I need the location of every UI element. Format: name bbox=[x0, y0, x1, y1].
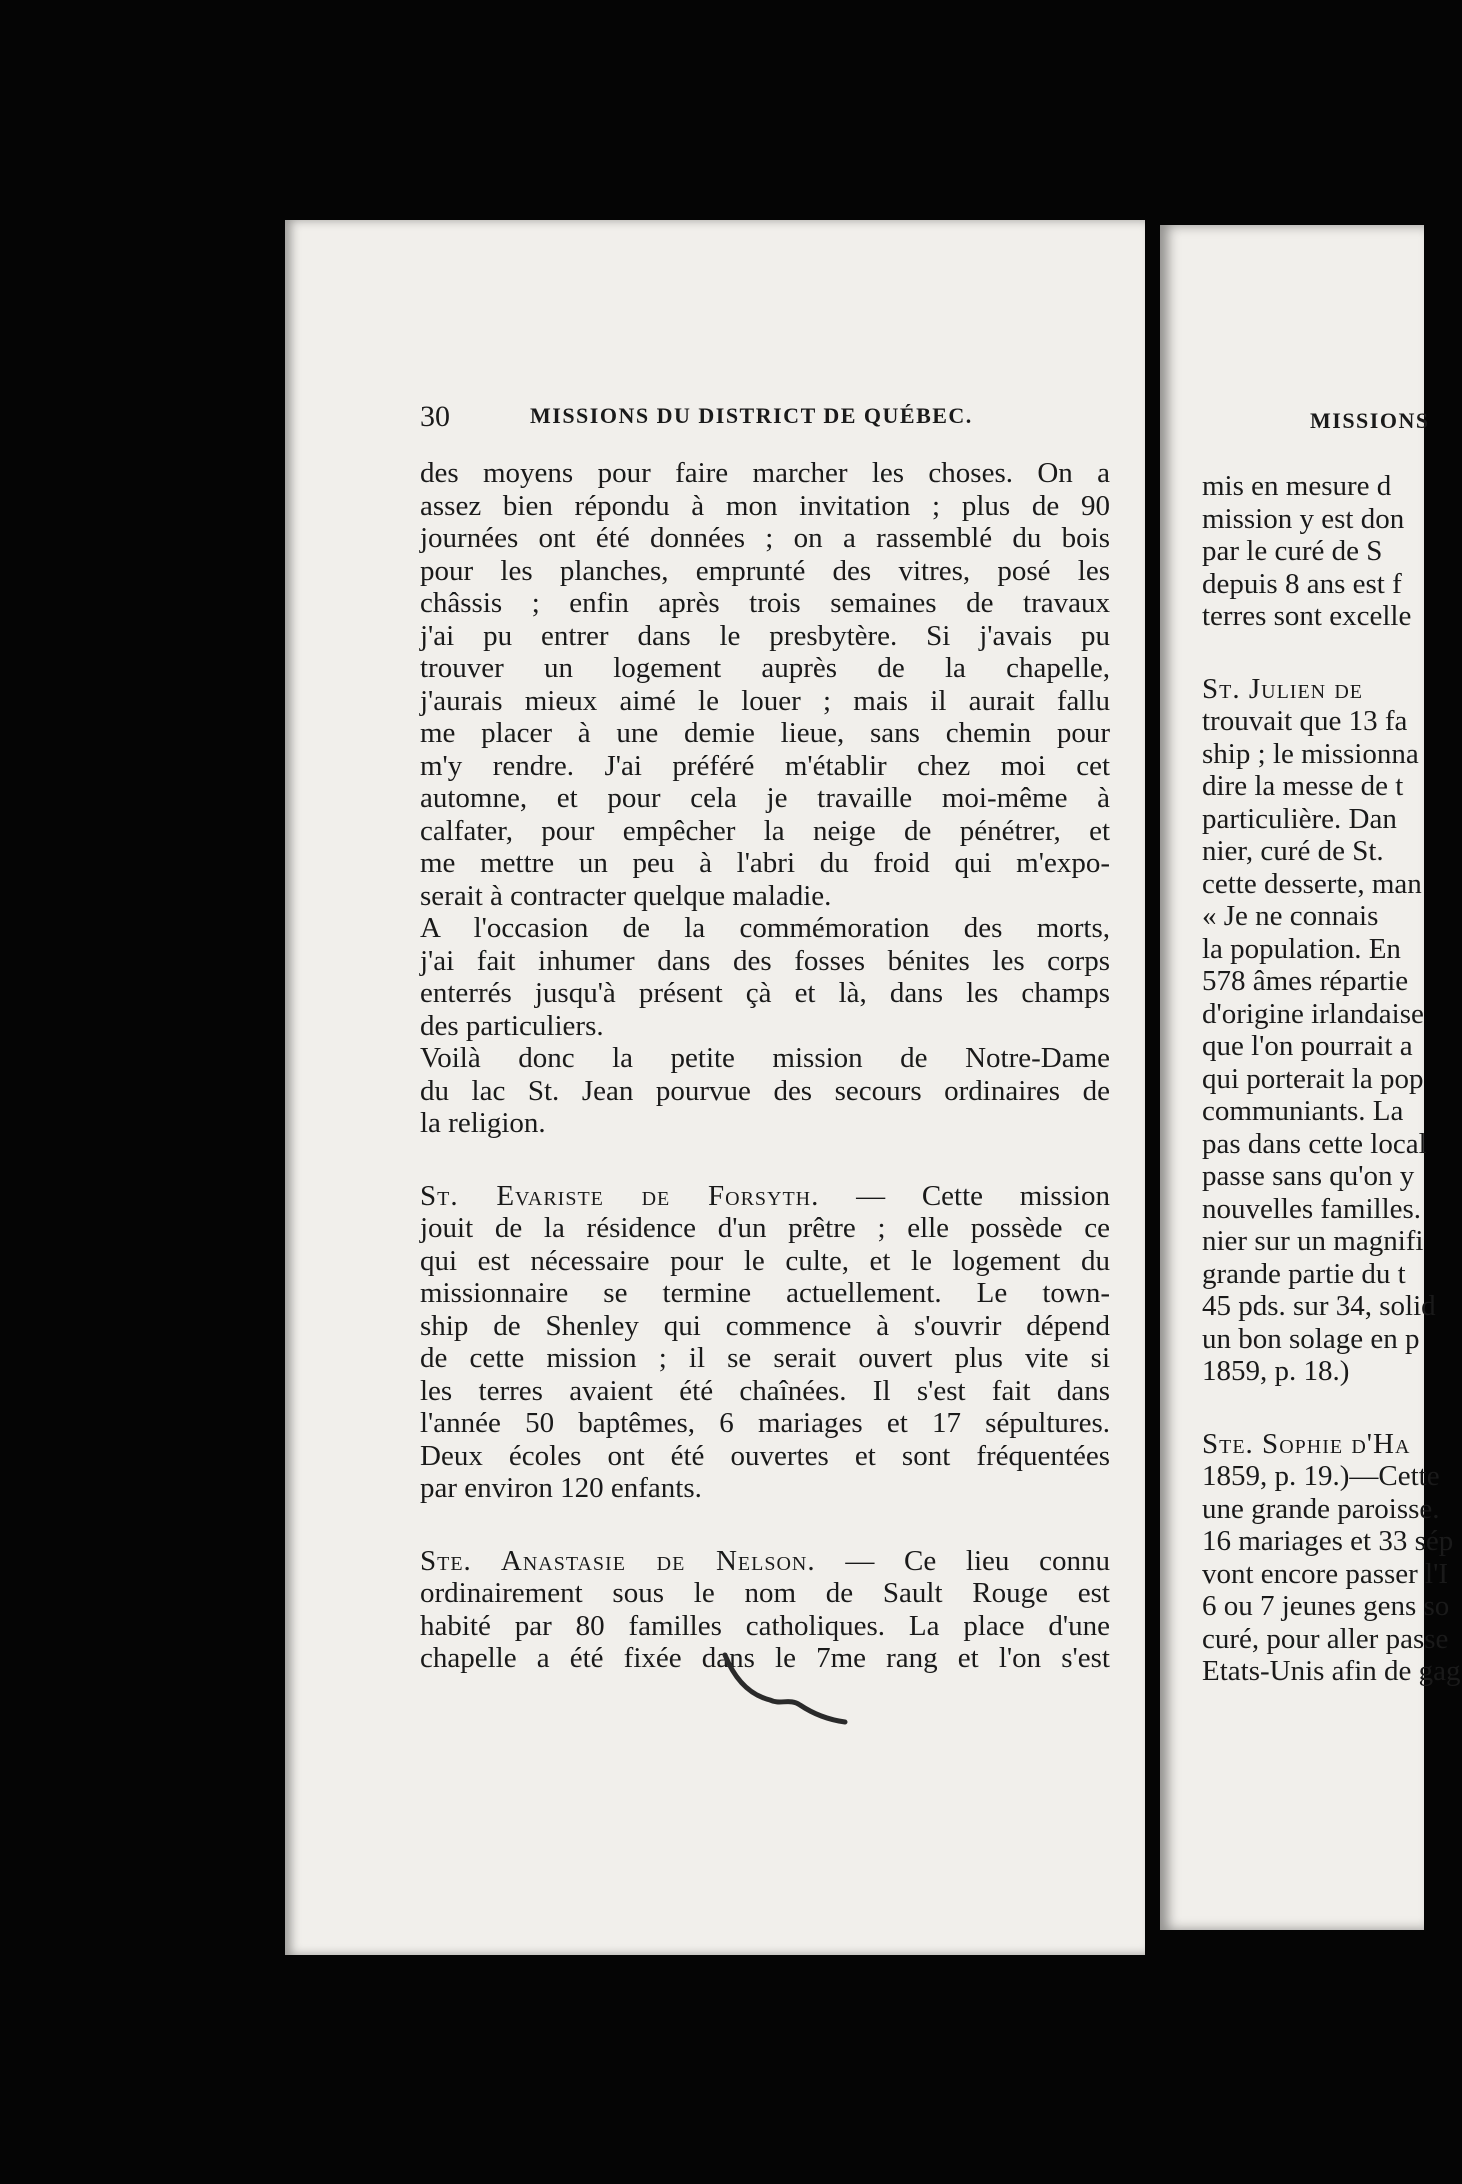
text-line: grande partie du t bbox=[1202, 1257, 1406, 1290]
section-heading: St. Julien de bbox=[1202, 672, 1364, 705]
text-line: serait à contracter quelque maladie. bbox=[420, 879, 832, 912]
text-line bbox=[420, 1180, 1110, 1213]
text-line: trouvait que 13 fa bbox=[1202, 705, 1408, 737]
text-line: depuis 8 ans est f bbox=[1202, 567, 1402, 600]
text-line bbox=[1202, 673, 1462, 706]
text-line: journées ont été données ; on a rassemblé du bois bbox=[420, 522, 1110, 554]
text-line: dire la messe de t bbox=[1202, 770, 1404, 802]
text-line: d'origine irlandaise bbox=[1202, 997, 1424, 1030]
right-page-header bbox=[1160, 405, 1430, 445]
text-line: par environ 120 enfants. bbox=[420, 1472, 702, 1504]
text-line: 1859, p. 19.)—Cette bbox=[1202, 1460, 1440, 1492]
paragraph-gap bbox=[1202, 1388, 1462, 1428]
text-line: qui porterait la pop bbox=[1202, 1062, 1424, 1095]
text-line: 16 mariages et 33 sép bbox=[1202, 1525, 1454, 1557]
text-line: pour les planches, emprunté des vitres, posé les bbox=[420, 554, 1110, 587]
text-line: nier sur un magnifi bbox=[1202, 1225, 1424, 1257]
text-line: particulière. Dan bbox=[1202, 802, 1397, 835]
text-line: vont encore passer l'I bbox=[1202, 1557, 1448, 1590]
text-line: assez bien répondu à mon invitation ; plus de 90 bbox=[420, 489, 1110, 522]
text-line: terres sont excelle bbox=[1202, 600, 1412, 632]
text-line: Deux écoles ont été ouvertes et sont fréquentées bbox=[420, 1439, 1110, 1472]
text-line: un bon solage en p bbox=[1202, 1322, 1420, 1355]
paragraph-gap bbox=[420, 1505, 1110, 1545]
text-line: Voilà donc la petite mission de Notre-Dame bbox=[420, 1042, 1110, 1074]
left-page-body bbox=[420, 457, 1110, 1675]
text-line: curé, pour aller passe bbox=[1202, 1622, 1449, 1655]
text-line: du lac St. Jean pourvue des secours ordinaires de bbox=[420, 1074, 1110, 1107]
section-heading: St. Evariste de Forsyth. bbox=[420, 1179, 820, 1212]
text-line bbox=[420, 1545, 1110, 1578]
text-line: jouit de la résidence d'un prêtre ; elle possède ce bbox=[420, 1212, 1110, 1244]
text-line: passe sans qu'on y bbox=[1202, 1160, 1415, 1192]
text-line: les terres avaient été chaînées. Il s'est fait dans bbox=[420, 1374, 1110, 1407]
paragraph-gap bbox=[1202, 633, 1462, 673]
text-line: chapelle a été fixée dans le 7me rang et l'on s'est bbox=[420, 1642, 1110, 1674]
text-line: châssis ; enfin après trois semaines de travaux bbox=[420, 587, 1110, 619]
text-line: automne, et pour cela je travaille moi-même à bbox=[420, 782, 1110, 814]
text-line: nier, curé de St. bbox=[1202, 835, 1384, 867]
page-number: 30 bbox=[420, 400, 450, 433]
text-line: 578 âmes répartie bbox=[1202, 965, 1409, 997]
text-line: 45 pds. sur 34, solid bbox=[1202, 1290, 1436, 1322]
text-line: j'aurais mieux aimé le louer ; mais il aurait fallu bbox=[420, 684, 1110, 717]
text-line: nouvelles familles. bbox=[1202, 1192, 1422, 1225]
section-heading-continuation: — Cette mission bbox=[819, 1179, 1110, 1212]
section-heading: Ste. Sophie d'Ha bbox=[1202, 1427, 1411, 1460]
text-line: 1859, p. 18.) bbox=[1202, 1355, 1350, 1387]
text-line: missionnaire se termine actuellement. Le town- bbox=[420, 1277, 1110, 1309]
left-page-header bbox=[285, 400, 1145, 440]
text-line: qui est nécessaire pour le culte, et le logement du bbox=[420, 1244, 1110, 1277]
text-line: mission y est don bbox=[1202, 502, 1405, 535]
running-head: MISSIONS DU DISTRICT DE QUÉBEC. bbox=[530, 403, 973, 428]
text-line: ship ; le missionna bbox=[1202, 737, 1419, 770]
ink-scribble-mark bbox=[720, 1650, 850, 1730]
text-line: par le curé de S bbox=[1202, 535, 1383, 567]
text-line: la religion. bbox=[420, 1107, 546, 1139]
paragraph-gap bbox=[420, 1140, 1110, 1180]
text-line: de cette mission ; il se serait ouvert plus vite si bbox=[420, 1342, 1110, 1374]
right-page-body bbox=[1202, 470, 1462, 1688]
text-line: trouver un logement auprès de la chapelle, bbox=[420, 652, 1110, 684]
section-heading: Ste. Anastasie de Nelson. bbox=[420, 1544, 816, 1577]
text-line: ship de Shenley qui commence à s'ouvrir dépend bbox=[420, 1309, 1110, 1342]
text-line: l'année 50 baptêmes, 6 mariages et 17 sépultures. bbox=[420, 1407, 1110, 1439]
right-page bbox=[1160, 225, 1461, 1930]
text-line: communiants. La bbox=[1202, 1095, 1404, 1127]
text-line: j'ai pu entrer dans le presbytère. Si j'avais pu bbox=[420, 619, 1110, 652]
text-line: Etats-Unis afin de gag bbox=[1202, 1655, 1461, 1687]
text-line: j'ai fait inhumer dans des fosses bénites les corps bbox=[420, 944, 1110, 977]
text-line: ordinairement sous le nom de Sault Rouge est bbox=[420, 1577, 1110, 1609]
text-line: la population. En bbox=[1202, 932, 1401, 965]
text-line: calfater, pour empêcher la neige de pénétrer, et bbox=[420, 814, 1110, 847]
text-line: 6 ou 7 jeunes gens so bbox=[1202, 1590, 1450, 1622]
book-gutter bbox=[1145, 220, 1160, 1960]
text-line: A l'occasion de la commémoration des morts, bbox=[420, 912, 1110, 944]
text-line: que l'on pourrait a bbox=[1202, 1030, 1413, 1062]
text-line: des moyens pour faire marcher les choses. On a bbox=[420, 457, 1110, 489]
text-line: pas dans cette local bbox=[1202, 1127, 1427, 1160]
text-line: cette desserte, man bbox=[1202, 867, 1422, 900]
text-line: habité par 80 familles catholiques. La place d'une bbox=[420, 1609, 1110, 1642]
text-line: m'y rendre. J'ai préféré m'établir chez moi cet bbox=[420, 749, 1110, 782]
text-line: me mettre un peu à l'abri du froid qui m'expo- bbox=[420, 847, 1110, 879]
text-line: mis en mesure d bbox=[1202, 470, 1392, 502]
section-heading-continuation: — Ce lieu connu bbox=[815, 1544, 1110, 1577]
text-line bbox=[1202, 1428, 1462, 1461]
text-line: enterrés jusqu'à présent çà et là, dans les champs bbox=[420, 977, 1110, 1009]
left-page bbox=[285, 220, 1145, 1955]
text-line: des particuliers. bbox=[420, 1009, 604, 1042]
running-head-right: MISSIONS bbox=[1310, 408, 1430, 433]
text-line: une grande paroisse. bbox=[1202, 1492, 1440, 1525]
text-line: « Je ne connais bbox=[1202, 900, 1379, 932]
text-line: me placer à une demie lieue, sans chemin pour bbox=[420, 717, 1110, 749]
